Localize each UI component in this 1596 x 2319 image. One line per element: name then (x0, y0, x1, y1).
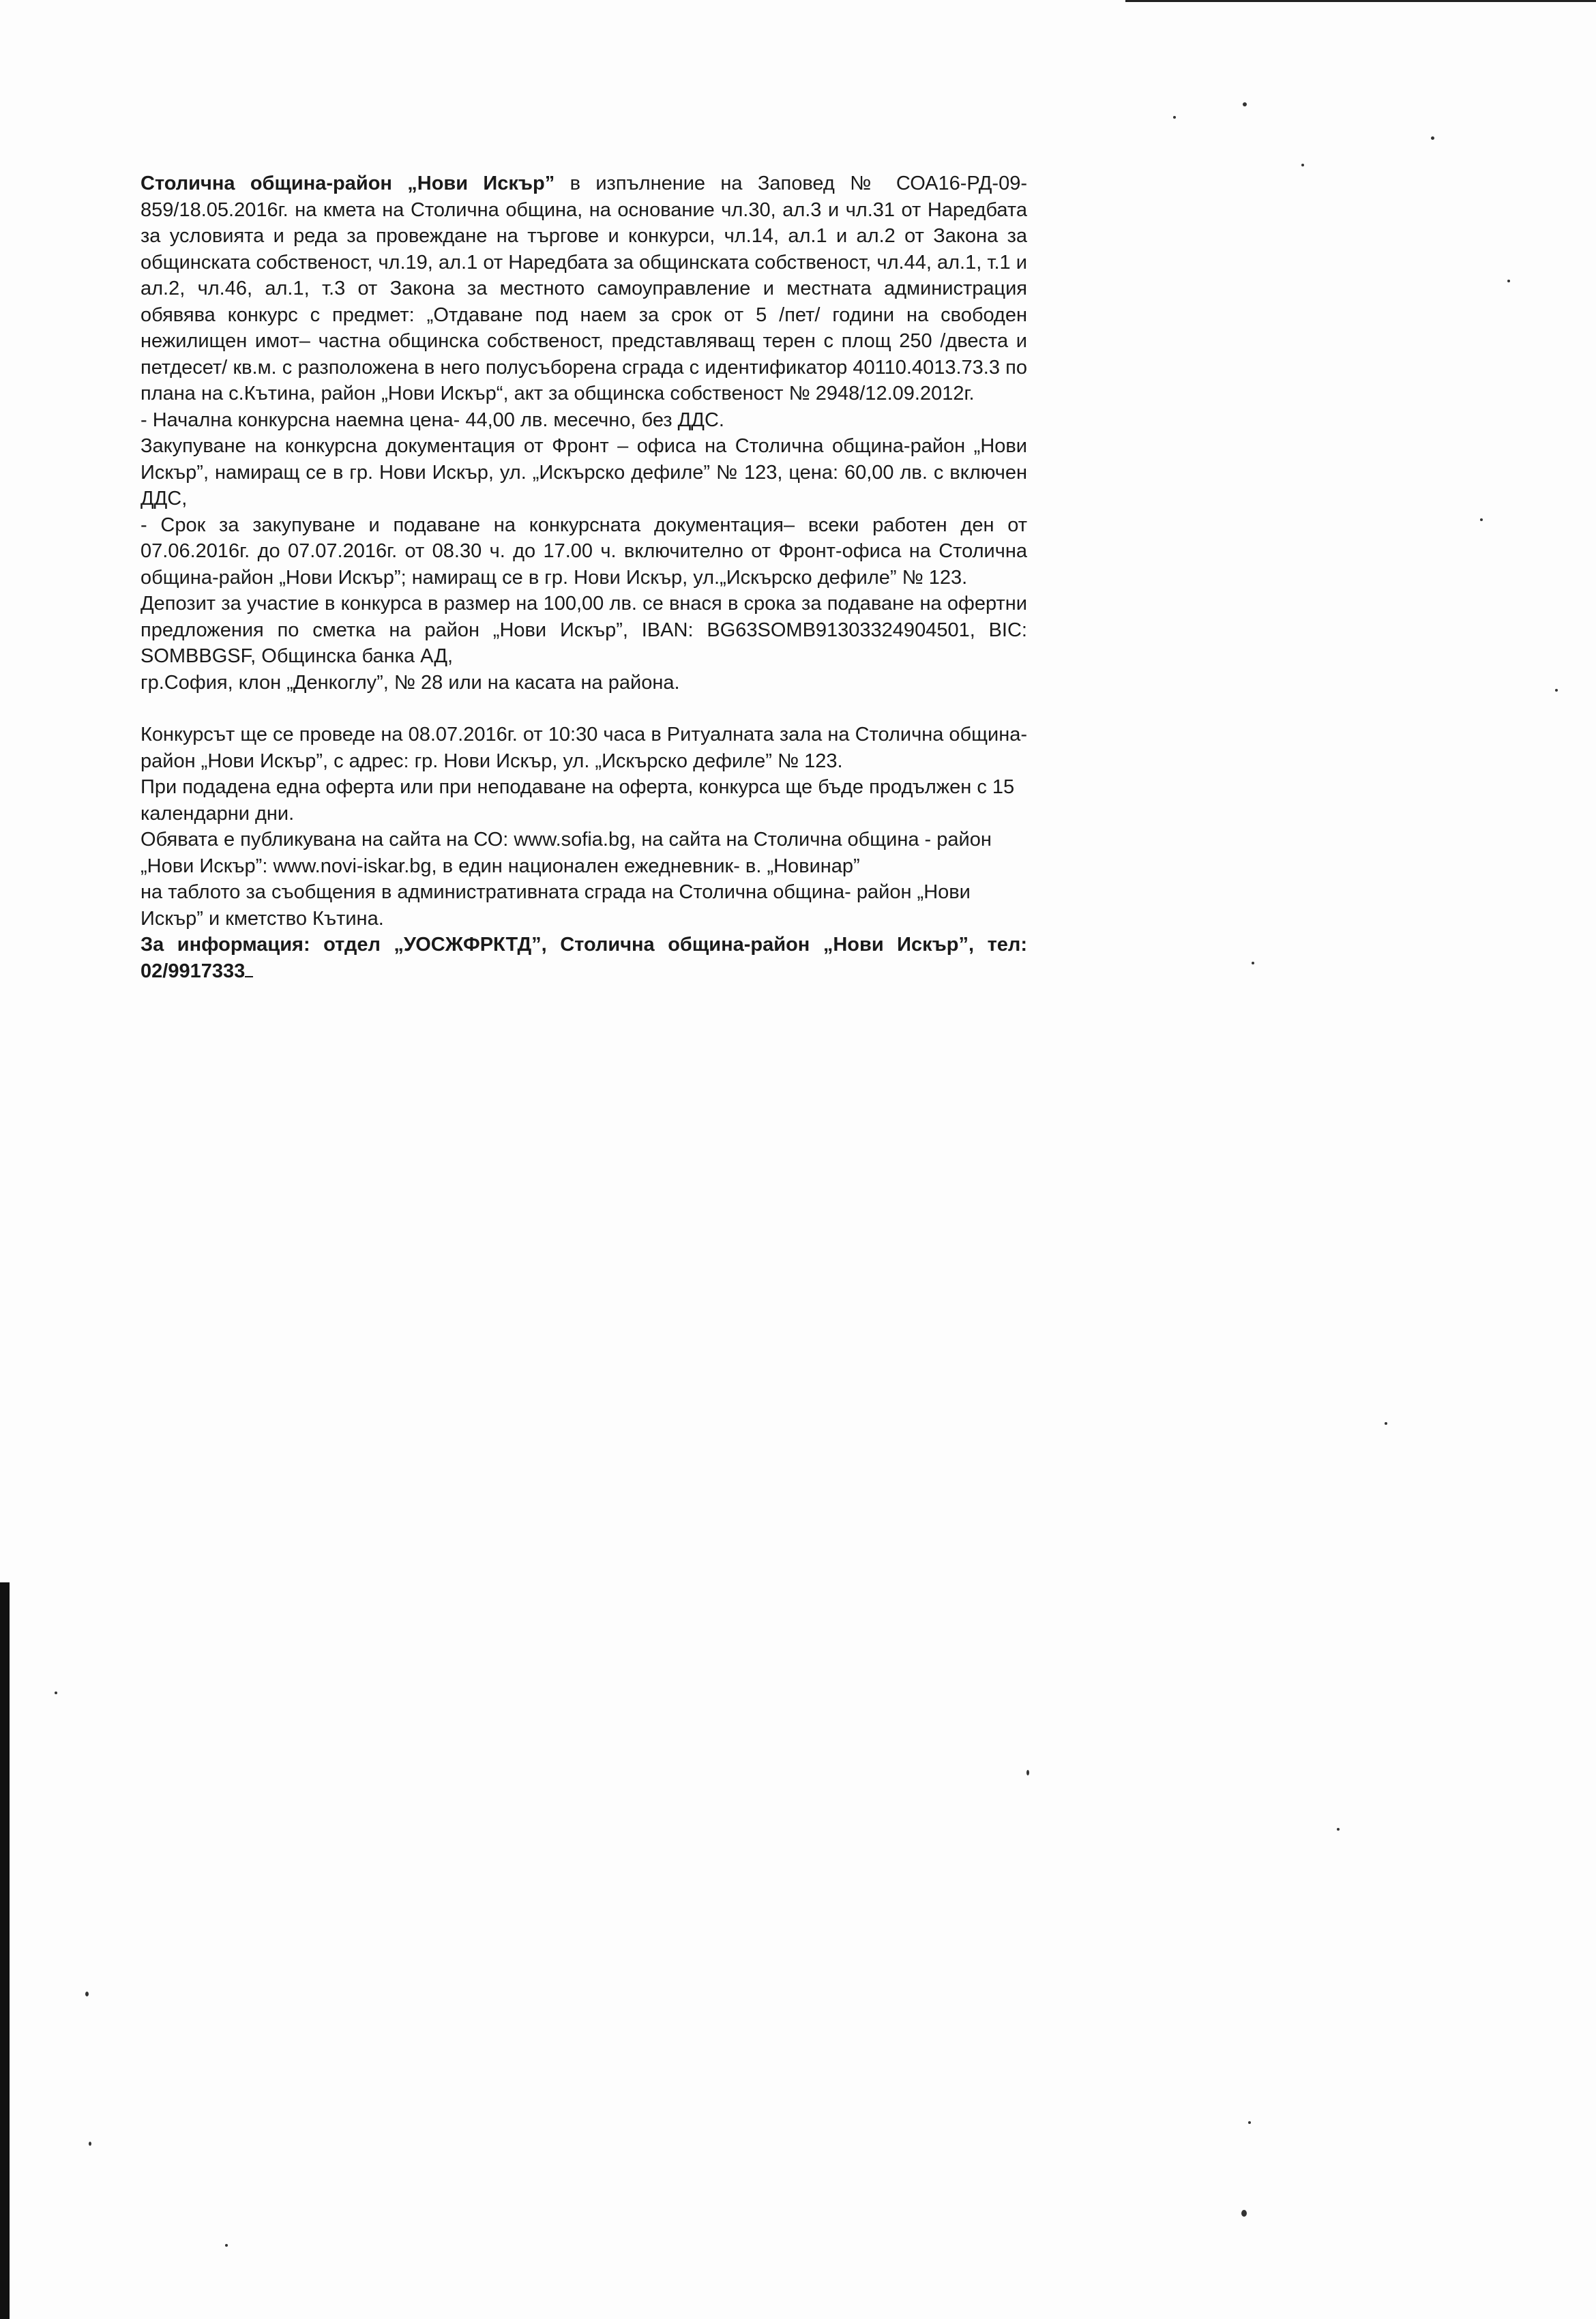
paragraph-notice-board: на таблото за съобщения в административната сграда на Столична община- район „Нови Искър” и кметство Кътина. (141, 881, 971, 930)
scan-speck (85, 1992, 89, 1996)
scan-speck (1301, 164, 1304, 166)
paragraph-extension: При подадена една оферта или при неподаване на оферта, конкурса ще бъде продължен с 15 календарни дни. (141, 776, 1015, 825)
paragraph-publication-line2: „Нови Искър”: www.novi-iskar.bg, в един национален ежедневник- в. „Новинар” (141, 855, 860, 877)
paragraph-intro (141, 171, 1027, 407)
paragraph-starting-price: - Начална конкурсна наемна цена- 44,00 лв. месечно, без ДДС. (141, 409, 724, 431)
contact-info: За информация: отдел „УОСЖФРКТД”, Столична община-район „Нови Искър”, тел: 02/9917333 (141, 934, 1027, 982)
paragraph-deadline: - Срок за закупуване и подаване на конкурсната документация– всеки работен ден от 07.06.2016г. до 07.07.2016г. от 08.30 ч. до 17.00 ч. включително от Фронт-офиса на Столична община-район „Нови Искър”; намиращ се в гр. Нови Искър, ул.„Искърско дефиле” № 123. (141, 514, 1027, 589)
scan-speck (1507, 280, 1510, 282)
paragraph-contest-date: Конкурсът ще се проведе на 08.07.2016г. от 10:30 часа в Ритуалната зала на Столична община- район „Нови Искър”, с адрес: гр. Нови Искър, ул. „Искърско дефиле” № 123. (141, 724, 1027, 772)
scan-edge-line (1125, 0, 1596, 2)
scan-speck (1026, 1770, 1029, 1775)
scan-speck (1385, 1422, 1387, 1425)
underline-mark (245, 976, 253, 977)
scan-speck (1555, 689, 1558, 692)
paragraph-documentation-purchase: Закупуване на конкурсна документация от Фронт – офиса на Столична община-район „Нови Искър”, намиращ се в гр. Нови Искър, ул. „Искърско дефиле” № 123, цена: 60,00 лв. с включен ДДС, (141, 435, 1027, 509)
paragraph-deposit: Депозит за участие в конкурса в размер на 100,00 лв. се внася в срока за подаване на офертни предложения по сметка на район „Нови Искър”, IBAN: BG63SOMB91303324904501, BIC: SOMBBGSF, Общинска банка АД, (141, 593, 1027, 667)
scan-speck (1173, 116, 1176, 119)
paragraph-contact (141, 932, 1027, 984)
scan-edge-bar (0, 1582, 10, 2319)
scan-speck (225, 2244, 228, 2247)
scan-speck (1243, 102, 1247, 106)
announcement-text (141, 171, 1027, 984)
intro-body: в изпълнение на Заповед № СОА16-РД-09-859/18.05.2016г. на кмета на Столична община, на основание чл.30, ал.3 и чл.31 от Наредбата за условията и реда за провеждане на търгове и конкурси, чл.14, ал.1 и ал.2 от Закона за общинската собственост, чл.19, ал.1 от Наредбата за общинската собственост, чл.44, ал.1, т.1 и ал.2, чл.46, ал.1, т.3 от Закона за местното самоуправление и местната администрация обявява конкурс с предмет: „Отдаване под наем за срок от 5 /пет/ години на свободен нежилищен имот– частна общинска собственост, представляващ терен с площ 250 /двеста и петдесет/ кв.м. с разположена в него полусъборена сграда с идентификатор 40110.4013.73.3 по плана на с.Кътина, район „Нови Искър“, акт за общинска собственост № 2948/12.09.2012г. (141, 173, 1027, 404)
issuer-name: Столична община-район „Нови Искър” (141, 173, 555, 194)
scan-speck (1480, 518, 1483, 521)
scan-speck (1241, 2210, 1247, 2217)
spacer (141, 696, 1027, 722)
scan-speck (1431, 136, 1434, 140)
scan-speck (1252, 962, 1254, 964)
scan-speck (55, 1692, 57, 1694)
scan-speck (89, 2142, 91, 2146)
paragraph-publication-line1: Обявата е публикувана на сайта на СО: www.sofia.bg, на сайта на Столична община - район (141, 829, 992, 851)
scan-speck (1337, 1828, 1340, 1831)
scan-speck (1248, 2121, 1251, 2124)
paragraph-deposit-branch: гр.София, клон „Денкоглу”, № 28 или на касата на района. (141, 671, 680, 694)
